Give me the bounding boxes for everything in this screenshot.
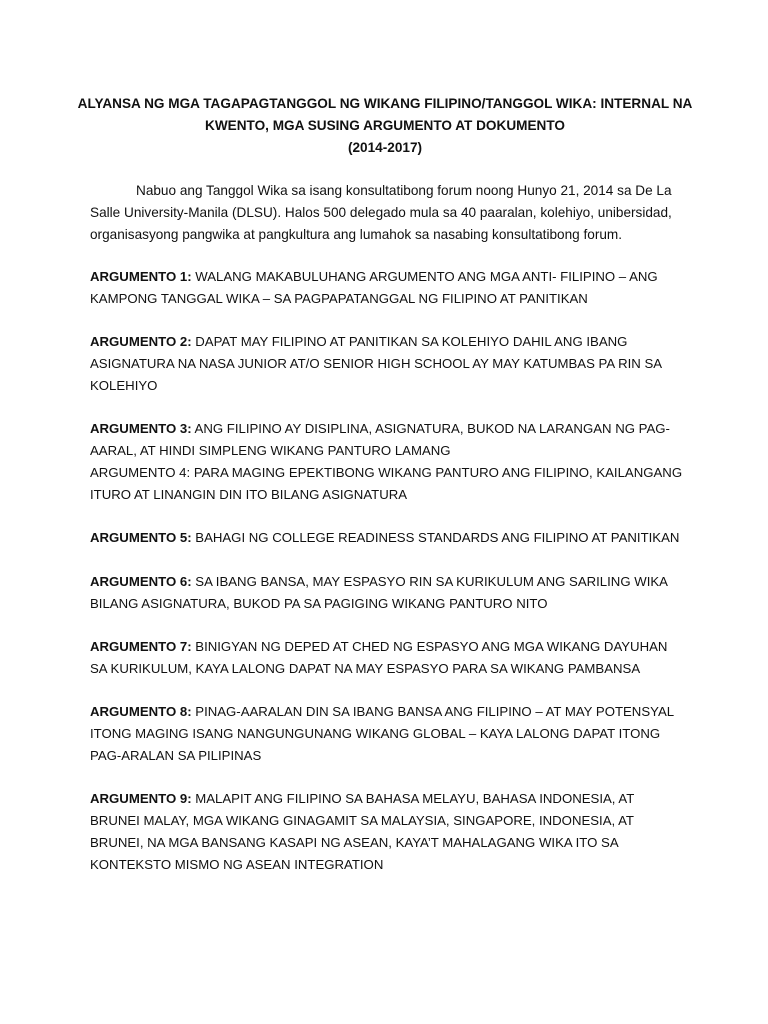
argument-5 <box>90 527 686 549</box>
intro-paragraph: Nabuo ang Tanggol Wika sa isang konsultatibong forum noong Hunyo 21, 2014 sa De La Salle University-Manila (DLSU). Halos 500 delegado mula sa 40 paaralan, kolehiyo, unibersidad, organisasyong pangwika at pangkultura ang lumahok sa nasabing konsultatibong forum. <box>90 183 672 242</box>
argument-text: ANG FILIPINO AY DISIPLINA, ASIGNATURA, BUKOD NA LARANGAN NG PAG-AARAL, AT HINDI SIMPLENG WIKANG PANTURO LAMANG <box>90 421 670 458</box>
argument-label: ARGUMENTO 7: <box>90 639 192 654</box>
argument-4 <box>90 462 686 506</box>
title-line-3: (2014-2017) <box>347 140 423 155</box>
argument-text: MALAPIT ANG FILIPINO SA BAHASA MELAYU, BAHASA INDONESIA, AT BRUNEI MALAY, MGA WIKANG GINAGAMIT SA MALAYSIA, SINGAPORE, INDONESIA, AT BRUNEI, NA MGA BANSANG KASAPI NG ASEAN, KAYA’T MAHALAGANG WIKA ITO SA KONTEKSTO MISMO NG ASEAN INTEGRATION <box>90 791 635 872</box>
title-line-1: ALYANSA NG MGA TAGAPAGTANGGOL NG WIKANG FILIPINO/TANGGOL WIKA: INTERNAL NA <box>77 96 693 111</box>
argument-text: PINAG-AARALAN DIN SA IBANG BANSA ANG FILIPINO – AT MAY POTENSYAL ITONG MAGING ISANG NANGUNGUNANG WIKANG GLOBAL – KAYA LALONG DAPAT ITONG PAG-ARALAN SA PILIPINAS <box>90 704 674 763</box>
argument-text: BAHAGI NG COLLEGE READINESS STANDARDS ANG FILIPINO AT PANITIKAN <box>191 530 680 545</box>
argument-label: ARGUMENTO 5: <box>90 530 192 545</box>
argument-label: ARGUMENTO 2: <box>90 334 192 349</box>
argument-9 <box>90 788 686 876</box>
argument-text: WALANG MAKABULUHANG ARGUMENTO ANG MGA ANTI- FILIPINO – ANG KAMPONG TANGGAL WIKA – SA PAGPAPATANGGAL NG FILIPINO AT PANITIKAN <box>90 269 658 306</box>
argument-label: ARGUMENTO 8: <box>90 704 192 719</box>
argument-text: PARA MAGING EPEKTIBONG WIKANG PANTURO ANG FILIPINO, KAILANGANG ITURO AT LINANGIN DIN ITO BILANG ASIGNATURA <box>90 465 683 502</box>
argument-2 <box>90 331 686 397</box>
argument-label: ARGUMENTO 3: <box>90 421 192 436</box>
argument-text: DAPAT MAY FILIPINO AT PANITIKAN SA KOLEHIYO DAHIL ANG IBANG ASIGNATURA NA NASA JUNIOR AT/O SENIOR HIGH SCHOOL AY MAY KATUMBAS PA RIN SA KOLEHIYO <box>90 334 662 393</box>
argument-text: BINIGYAN NG DEPED AT CHED NG ESPASYO ANG MGA WIKANG DAYUHAN SA KURIKULUM, KAYA LALONG DAPAT NA MAY ESPASYO PARA SA WIKANG PAMBANSA <box>90 639 668 676</box>
argument-6 <box>90 571 686 615</box>
argument-7 <box>90 636 686 680</box>
argument-label: ARGUMENTO 4: <box>90 465 191 480</box>
argument-8 <box>90 701 686 767</box>
argument-label: ARGUMENTO 9: <box>90 791 192 806</box>
argument-3 <box>90 418 686 462</box>
document-title <box>60 93 710 159</box>
argument-label: ARGUMENTO 1: <box>90 269 192 284</box>
argument-label: ARGUMENTO 6: <box>90 574 192 589</box>
argument-text: SA IBANG BANSA, MAY ESPASYO RIN SA KURIKULUM ANG SARILING WIKA BILANG ASIGNATURA, BUKOD PA SA PAGIGING WIKANG PANTURO NITO <box>90 574 668 611</box>
argument-1 <box>90 266 686 310</box>
title-line-2: KWENTO, MGA SUSING ARGUMENTO AT DOKUMENTO <box>205 118 565 133</box>
